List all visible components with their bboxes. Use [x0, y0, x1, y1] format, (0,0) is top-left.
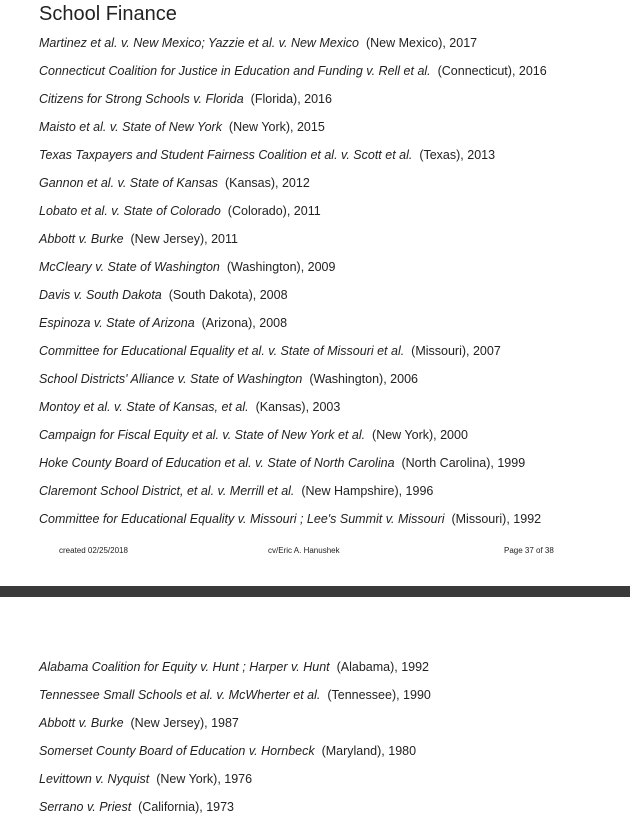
case-jurisdiction-year: (Arizona), 2008: [201, 316, 288, 330]
case-name: Espinoza v. State of Arizona: [39, 316, 195, 330]
case-name: Alabama Coalition for Equity v. Hunt ; Harper v. Hunt: [39, 660, 330, 674]
case-name: Lobato et al. v. State of Colorado: [39, 204, 221, 218]
case-entry: [39, 657, 431, 685]
case-jurisdiction-year: (North Carolina), 1999: [401, 456, 526, 470]
case-name: Levittown v. Nyquist: [39, 772, 150, 786]
case-jurisdiction-year: (South Dakota), 2008: [168, 288, 288, 302]
case-entry: [39, 741, 431, 769]
case-name: Connecticut Coalition for Justice in Education and Funding v. Rell et al.: [39, 64, 431, 78]
case-jurisdiction-year: (New York), 2000: [372, 428, 468, 442]
case-entry: [39, 89, 547, 117]
case-name: Campaign for Fiscal Equity et al. v. State of New York et al.: [39, 428, 366, 442]
case-name: Davis v. South Dakota: [39, 288, 162, 302]
footer-page-number: Page 37 of 38: [504, 546, 554, 555]
case-entry: [39, 341, 547, 369]
case-jurisdiction-year: (Missouri), 2007: [411, 344, 501, 358]
case-name: Texas Taxpayers and Student Fairness Coalition et al. v. Scott et al.: [39, 148, 413, 162]
case-jurisdiction-year: (Washington), 2009: [226, 260, 336, 274]
case-entry: [39, 145, 547, 173]
case-jurisdiction-year: (Alabama), 1992: [336, 660, 430, 674]
footer-author: cv/Eric A. Hanushek: [268, 546, 340, 555]
case-jurisdiction-year: (New Hampshire), 1996: [301, 484, 434, 498]
case-entry: [39, 397, 547, 425]
case-jurisdiction-year: (Colorado), 2011: [227, 204, 321, 218]
case-name: Tennessee Small Schools et al. v. McWherter et al.: [39, 688, 321, 702]
case-entry: [39, 313, 547, 341]
case-jurisdiction-year: (Washington), 2006: [309, 372, 418, 386]
case-jurisdiction-year: (Texas), 2013: [419, 148, 496, 162]
case-jurisdiction-year: (Kansas), 2003: [255, 400, 341, 414]
case-name: Maisto et al. v. State of New York: [39, 120, 222, 134]
case-entry: [39, 229, 547, 257]
case-jurisdiction-year: (New York), 1976: [156, 772, 253, 786]
section-heading: School Finance: [39, 3, 177, 25]
case-name: Gannon et al. v. State of Kansas: [39, 176, 219, 190]
case-entry: [39, 257, 547, 285]
case-list-continued: [39, 657, 431, 825]
case-name: Somerset County Board of Education v. Hornbeck: [39, 744, 315, 758]
case-entry: [39, 61, 547, 89]
case-name: McCleary v. State of Washington: [39, 260, 220, 274]
document-page-38: [0, 597, 630, 829]
case-jurisdiction-year: (Connecticut), 2016: [437, 64, 547, 78]
case-entry: [39, 173, 547, 201]
case-entry: [39, 285, 547, 313]
case-jurisdiction-year: (Missouri), 1992: [451, 512, 542, 526]
case-entry: [39, 713, 431, 741]
case-entry: [39, 369, 547, 397]
case-name: Abbott v. Burke: [39, 232, 124, 246]
case-jurisdiction-year: (New Jersey), 1987: [130, 716, 239, 730]
case-name: Hoke County Board of Education et al. v. State of North Carolina: [39, 456, 395, 470]
case-name: Claremont School District, et al. v. Merrill et al.: [39, 484, 295, 498]
footer-created-date: created 02/25/2018: [59, 546, 128, 555]
case-jurisdiction-year: (Tennessee), 1990: [327, 688, 431, 702]
case-list: [39, 33, 547, 537]
case-name: Serrano v. Priest: [39, 800, 132, 814]
case-name: Montoy et al. v. State of Kansas, et al.: [39, 400, 249, 414]
case-entry: [39, 769, 431, 797]
case-jurisdiction-year: (New Mexico), 2017: [365, 36, 478, 50]
case-entry: [39, 481, 547, 509]
case-entry: [39, 33, 547, 61]
case-entry: [39, 201, 547, 229]
case-entry: [39, 117, 547, 145]
page-separator: [0, 586, 630, 597]
case-jurisdiction-year: (New Jersey), 2011: [130, 232, 238, 246]
case-entry: [39, 685, 431, 713]
case-jurisdiction-year: (California), 1973: [138, 800, 235, 814]
case-name: Citizens for Strong Schools v. Florida: [39, 92, 244, 106]
case-jurisdiction-year: (New York), 2015: [228, 120, 325, 134]
case-entry: [39, 797, 431, 825]
case-name: Martinez et al. v. New Mexico; Yazzie et al. v. New Mexico: [39, 36, 360, 50]
case-entry: [39, 453, 547, 481]
case-name: Abbott v. Burke: [39, 716, 124, 730]
case-name: School Districts' Alliance v. State of Washington: [39, 372, 303, 386]
case-entry: [39, 509, 547, 537]
case-name: Committee for Educational Equality v. Missouri ; Lee's Summit v. Missouri: [39, 512, 445, 526]
case-jurisdiction-year: (Kansas), 2012: [225, 176, 310, 190]
case-jurisdiction-year: (Maryland), 1980: [321, 744, 417, 758]
case-name: Committee for Educational Equality et al. v. State of Missouri et al.: [39, 344, 405, 358]
case-entry: [39, 425, 547, 453]
case-jurisdiction-year: (Florida), 2016: [250, 92, 332, 106]
